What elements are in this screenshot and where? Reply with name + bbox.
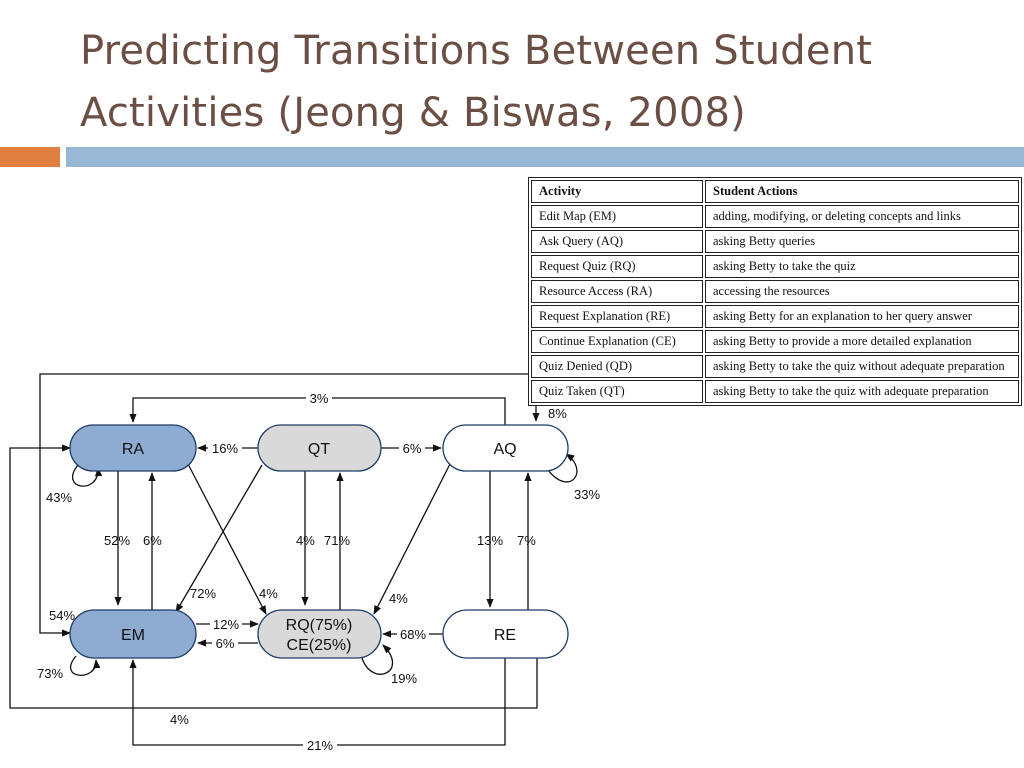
table-row [531,205,1019,228]
label-rq-to-qt: 71% [324,533,351,548]
actions-cell: asking Betty to take the quiz [705,255,1019,278]
label-em-self: 73% [37,666,64,681]
label-rq-to-em: 6% [215,636,235,651]
edge-re-to-ra-loop [10,448,537,708]
activity-cell: Request Explanation (RE) [531,305,703,328]
table-row [531,280,1019,303]
label-qt-to-ra: 16% [211,441,239,456]
activity-cell: Quiz Denied (QD) [531,355,703,378]
table-row [531,355,1019,378]
label-aq-to-rq: 4% [389,591,408,606]
activity-cell: Continue Explanation (CE) [531,330,703,353]
node-rq-label-line2: CE(25%) [286,637,352,654]
label-ra-self: 43% [46,490,73,505]
label-qt-to-em: 72% [190,586,217,601]
actions-cell: asking Betty to take the quiz with adequate preparation [705,380,1019,403]
activity-cell: Edit Map (EM) [531,205,703,228]
table-row [531,330,1019,353]
table-row [531,380,1019,403]
node-rq-label-line1: RQ(75%) [285,617,353,634]
table-row [531,305,1019,328]
label-aq-to-re: 13% [477,533,504,548]
label-aq-self: 33% [574,487,601,502]
label-em-to-ra: 6% [143,533,162,548]
label-re-to-aq: 7% [517,533,536,548]
activity-cell: Ask Query (AQ) [531,230,703,253]
label-qt-to-rq: 4% [296,533,315,548]
activity-cell: Resource Access (RA) [531,280,703,303]
node-aq-label: AQ [493,441,517,458]
label-start-aq: 8% [548,406,567,421]
label-qt-to-aq: 6% [402,441,422,456]
node-qt-label: QT [307,441,331,458]
edge-re-to-em-loop [133,658,505,745]
actions-cell: adding, modifying, or deleting concepts and links [705,205,1019,228]
activity-cell: Quiz Taken (QT) [531,380,703,403]
label-em-to-rq: 12% [212,617,240,632]
edge-em-self [71,656,96,675]
table-row [531,230,1019,253]
activity-cell: Request Quiz (RQ) [531,255,703,278]
label-re-to-rq: 68% [399,627,427,642]
edge-aq-to-rq [374,460,452,614]
header-student-actions: Student Actions [705,180,1019,203]
label-ra-to-em: 52% [104,533,131,548]
table-header-row [531,180,1019,203]
slide-title-line-2: Activities (Jeong & Biswas, 2008) [80,90,746,136]
node-em-label: EM [121,627,145,644]
label-re-to-em: 21% [306,738,334,753]
edge-qt-to-em [176,465,262,612]
label-re-to-ra: 4% [170,712,189,727]
edge-outer-to-em [40,374,535,633]
actions-cell: asking Betty to take the quiz without adequate preparation [705,355,1019,378]
label-outer-to-em: 54% [49,608,76,623]
table-row [531,255,1019,278]
node-ra-label: RA [121,441,145,458]
actions-cell: accessing the resources [705,280,1019,303]
node-re-label: RE [493,627,517,644]
activity-legend-table [528,177,1022,406]
label-aq-to-ra: 3% [309,391,329,406]
actions-cell: asking Betty queries [705,230,1019,253]
label-ra-to-rq: 4% [259,586,278,601]
actions-cell: asking Betty for an explanation to her query answer [705,305,1019,328]
label-rq-self: 19% [391,671,418,686]
slide-title-line-1: Predicting Transitions Between Student [80,28,873,74]
actions-cell: asking Betty to provide a more detailed explanation [705,330,1019,353]
header-activity: Activity [531,180,703,203]
